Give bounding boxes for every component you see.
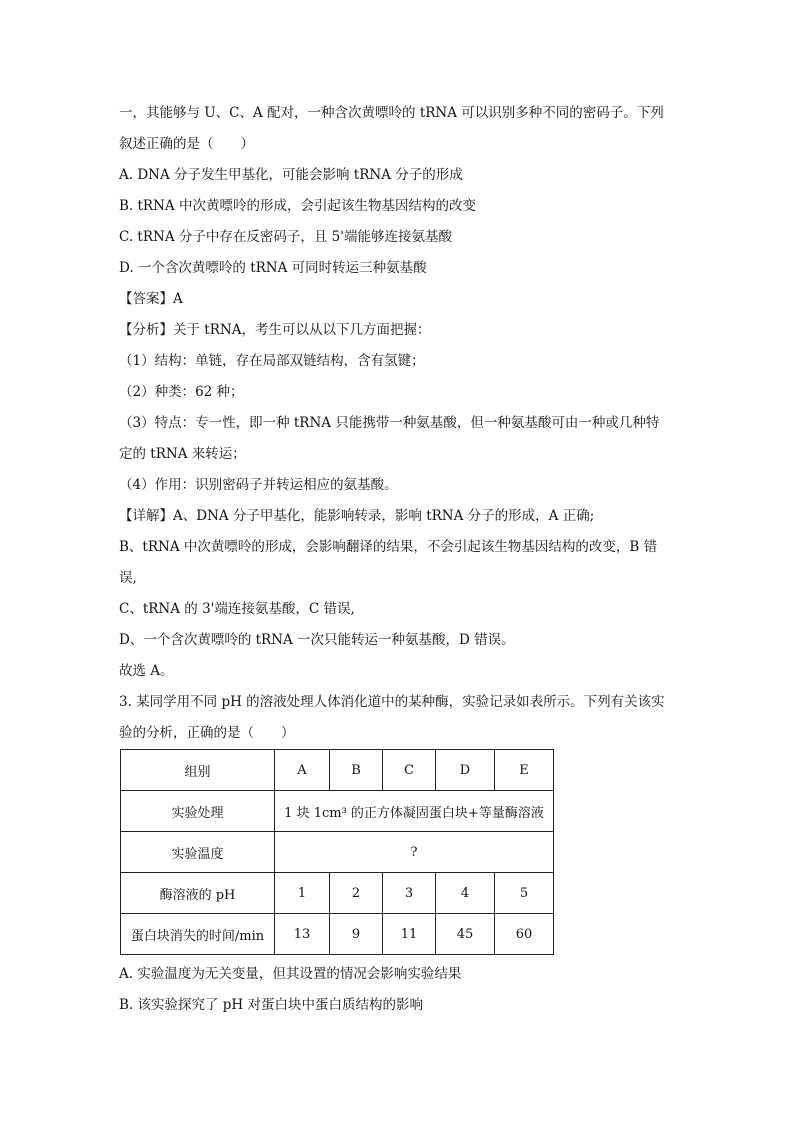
table-cell: A — [275, 750, 330, 791]
option-d: D. 一个含次黄嘌呤的 tRNA 可同时转运三种氨基酸 — [119, 260, 427, 276]
table-cell: 13 — [275, 914, 330, 955]
document-page — [119, 98, 679, 1021]
table-row — [121, 832, 554, 873]
answer: 【答案】A — [119, 291, 183, 307]
option-a: A. DNA 分子发生甲基化，可能会影响 tRNA 分子的形成 — [119, 167, 463, 183]
table-cell: 2 — [330, 873, 383, 914]
table-header-row — [121, 750, 554, 791]
table-cell: 5 — [495, 873, 554, 914]
paragraph: 一，其能够与 U、C、A 配对，一种含次黄嘌呤的 tRNA 可以识别多种不同的密码子。下列 — [119, 105, 664, 121]
table-cell: ? — [275, 832, 554, 873]
analysis-point: （3）特点：专一性，即一种 tRNA 只能携带一种氨基酸，但一种氨基酸可由一种或几种特 — [119, 415, 660, 431]
detail-line: B、tRNA 中次黄嘌呤的形成，会影响翻译的结果，不会引起该生物基因结构的改变，B 错 — [119, 539, 658, 555]
table-row — [121, 791, 554, 832]
table-row — [121, 914, 554, 955]
table-cell: 实验温度 — [121, 832, 275, 873]
option-c: C. tRNA 分子中存在反密码子，且 5'端能够连接氨基酸 — [119, 229, 452, 245]
table-cell: D — [436, 750, 495, 791]
table-cell: B — [330, 750, 383, 791]
analysis-point: （2）种类：62 种； — [119, 384, 244, 400]
option-b: B. tRNA 中次黄嘌呤的形成，会引起该生物基因结构的改变 — [119, 198, 476, 214]
table-cell: 组别 — [121, 750, 275, 791]
table-cell: 1 块 1cm³ 的正方体凝固蛋白块+等量酶溶液 — [275, 791, 554, 832]
experiment-table — [120, 749, 554, 955]
detail-line: D、一个含次黄嘌呤的 tRNA 一次只能转运一种氨基酸，D 错误。 — [119, 632, 515, 648]
table-cell: 4 — [436, 873, 495, 914]
detail-heading: 【详解】A、DNA 分子甲基化，能影响转录，影响 tRNA 分子的形成，A 正确; — [119, 508, 595, 524]
option-b: B. 该实验探究了 pH 对蛋白块中蛋白质结构的影响 — [119, 997, 423, 1013]
conclusion: 故选 A。 — [119, 663, 174, 679]
detail-line: 误, — [119, 570, 137, 586]
detail-line: C、tRNA 的 3'端连接氨基酸，C 错误, — [119, 601, 355, 617]
table-cell: 实验处理 — [121, 791, 275, 832]
paragraph: 叙述正确的是（ ） — [119, 136, 254, 152]
analysis-point: （1）结构：单链，存在局部双链结构，含有氢键； — [119, 353, 425, 369]
question-stem: 3. 某同学用不同 pH 的溶液处理人体消化道中的某种酶，实验记录如表所示。下列有关该实 — [119, 694, 665, 710]
table-cell: E — [495, 750, 554, 791]
analysis-point: （4）作用：识别密码子并转运相应的氨基酸。 — [119, 477, 398, 493]
table-cell: 9 — [330, 914, 383, 955]
table-cell: 45 — [436, 914, 495, 955]
table-row — [121, 873, 554, 914]
table-cell: C — [383, 750, 436, 791]
table-cell: 3 — [383, 873, 436, 914]
option-a: A. 实验温度为无关变量，但其设置的情况会影响实验结果 — [119, 966, 462, 982]
analysis-heading: 【分析】关于 tRNA，考生可以从以下几方面把握： — [119, 322, 431, 338]
analysis-point-continued: 定的 tRNA 来转运； — [119, 446, 246, 462]
table-cell: 1 — [275, 873, 330, 914]
question-stem: 验的分析，正确的是（ ） — [119, 725, 295, 741]
table-cell: 蛋白块消失的时间/min — [121, 914, 275, 955]
table-cell: 11 — [383, 914, 436, 955]
table-cell: 酶溶液的 pH — [121, 873, 275, 914]
table-cell: 60 — [495, 914, 554, 955]
